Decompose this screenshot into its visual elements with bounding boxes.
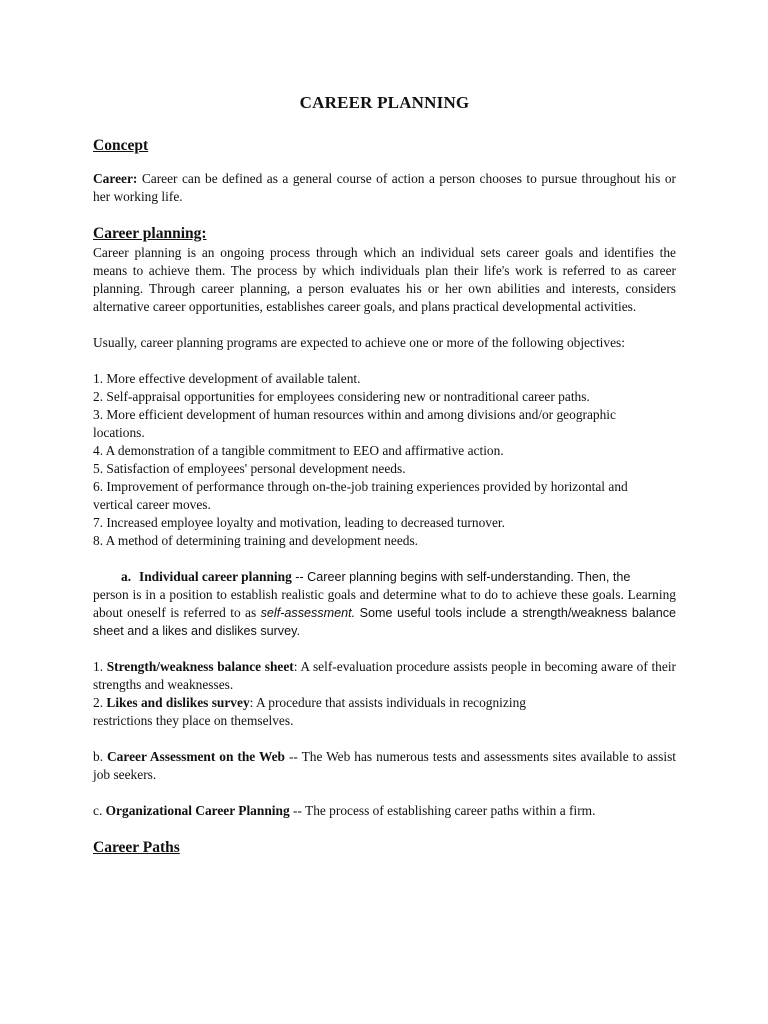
item-number: 1.: [93, 659, 107, 674]
list-item: 5. Satisfaction of employees' personal development needs.: [93, 461, 406, 476]
item-marker: c.: [93, 803, 106, 818]
list-item: 3. More efficient development of human resources within and among divisions and/or geographic: [93, 407, 616, 422]
career-assessment-web-term: Career Assessment on the Web: [107, 749, 285, 764]
likes-dislikes-term: Likes and dislikes survey: [106, 695, 250, 710]
objectives-intro: Usually, career planning programs are expected to achieve one or more of the following objectives:: [93, 335, 625, 350]
list-item: 2. Self-appraisal opportunities for employees considering new or nontraditional career paths.: [93, 389, 590, 404]
organizational-career-planning-item: [93, 802, 676, 820]
organizational-career-planning-term: Organizational Career Planning: [105, 803, 290, 818]
item-marker: a.: [121, 569, 132, 584]
list-item: 4. A demonstration of a tangible commitment to EEO and affirmative action.: [93, 443, 504, 458]
item-number: 2.: [93, 695, 107, 710]
individual-career-planning-item: [93, 568, 676, 586]
individual-text-end: Some useful tools include a strength/weakness balance sheet and a likes and dislikes survey.: [93, 606, 676, 638]
list-item: 1. More effective development of available talent.: [93, 371, 361, 386]
individual-career-planning-continued: [93, 586, 676, 640]
individual-career-planning-text: -- Career planning begins with self-understanding. Then, the: [291, 570, 631, 584]
list-item: 6. Improvement of performance through on-the-job training experiences provided by horizontal and: [93, 479, 628, 494]
career-planning-paragraph: Career planning is an ongoing process through which an individual sets career goals and identifies the means to achieve them. The process by which individuals plan their life's work is referred to as career planning. Through career planning, a person evaluates his or her own abilities and interests, considers alternative career opportunities, establishes career goals, and plans practical developmental activities.: [93, 245, 676, 314]
individual-career-planning-term: Individual career planning: [139, 569, 292, 584]
career-assessment-web-text: -- The Web has numerous tests and assessments sites available to assist job seekers.: [93, 749, 677, 782]
strength-weakness-term: Strength/weakness balance sheet: [106, 659, 294, 674]
strength-weakness-text: : A self-evaluation procedure assists people in becoming aware of their strengths and weaknesses.: [93, 659, 677, 692]
strength-weakness-item: [93, 658, 676, 694]
list-item: vertical career moves.: [93, 497, 211, 512]
career-definition: [93, 170, 676, 206]
list-item: locations.: [93, 425, 145, 440]
item-marker: b.: [93, 749, 107, 764]
objectives-list: [93, 370, 676, 550]
concept-heading: Concept: [93, 137, 149, 154]
self-assessment-term: self-assessment.: [260, 606, 356, 620]
list-item: 8. A method of determining training and development needs.: [93, 533, 419, 548]
list-item: 7. Increased employee loyalty and motivation, leading to decreased turnover.: [93, 515, 505, 530]
page-title: CAREER PLANNING: [299, 93, 470, 112]
career-planning-heading: Career planning:: [93, 225, 207, 242]
organizational-career-planning-text: -- The process of establishing career paths within a firm.: [289, 803, 596, 818]
career-paths-heading: Career Paths: [93, 839, 180, 856]
likes-dislikes-item: [93, 694, 676, 712]
document-body: [93, 92, 676, 872]
career-definition-text: Career can be defined as a general course of action a person chooses to pursue throughout his or her working life.: [93, 171, 676, 204]
career-term: Career:: [93, 171, 138, 186]
career-assessment-web-item: [93, 748, 676, 784]
individual-text: person is in a position to establish realistic goals and determine what to do to achieve these goals. Learning about oneself is referred to as: [93, 587, 676, 620]
likes-dislikes-text: : A procedure that assists individuals in recognizing: [249, 695, 526, 710]
likes-dislikes-continued: restrictions they place on themselves.: [93, 713, 294, 728]
